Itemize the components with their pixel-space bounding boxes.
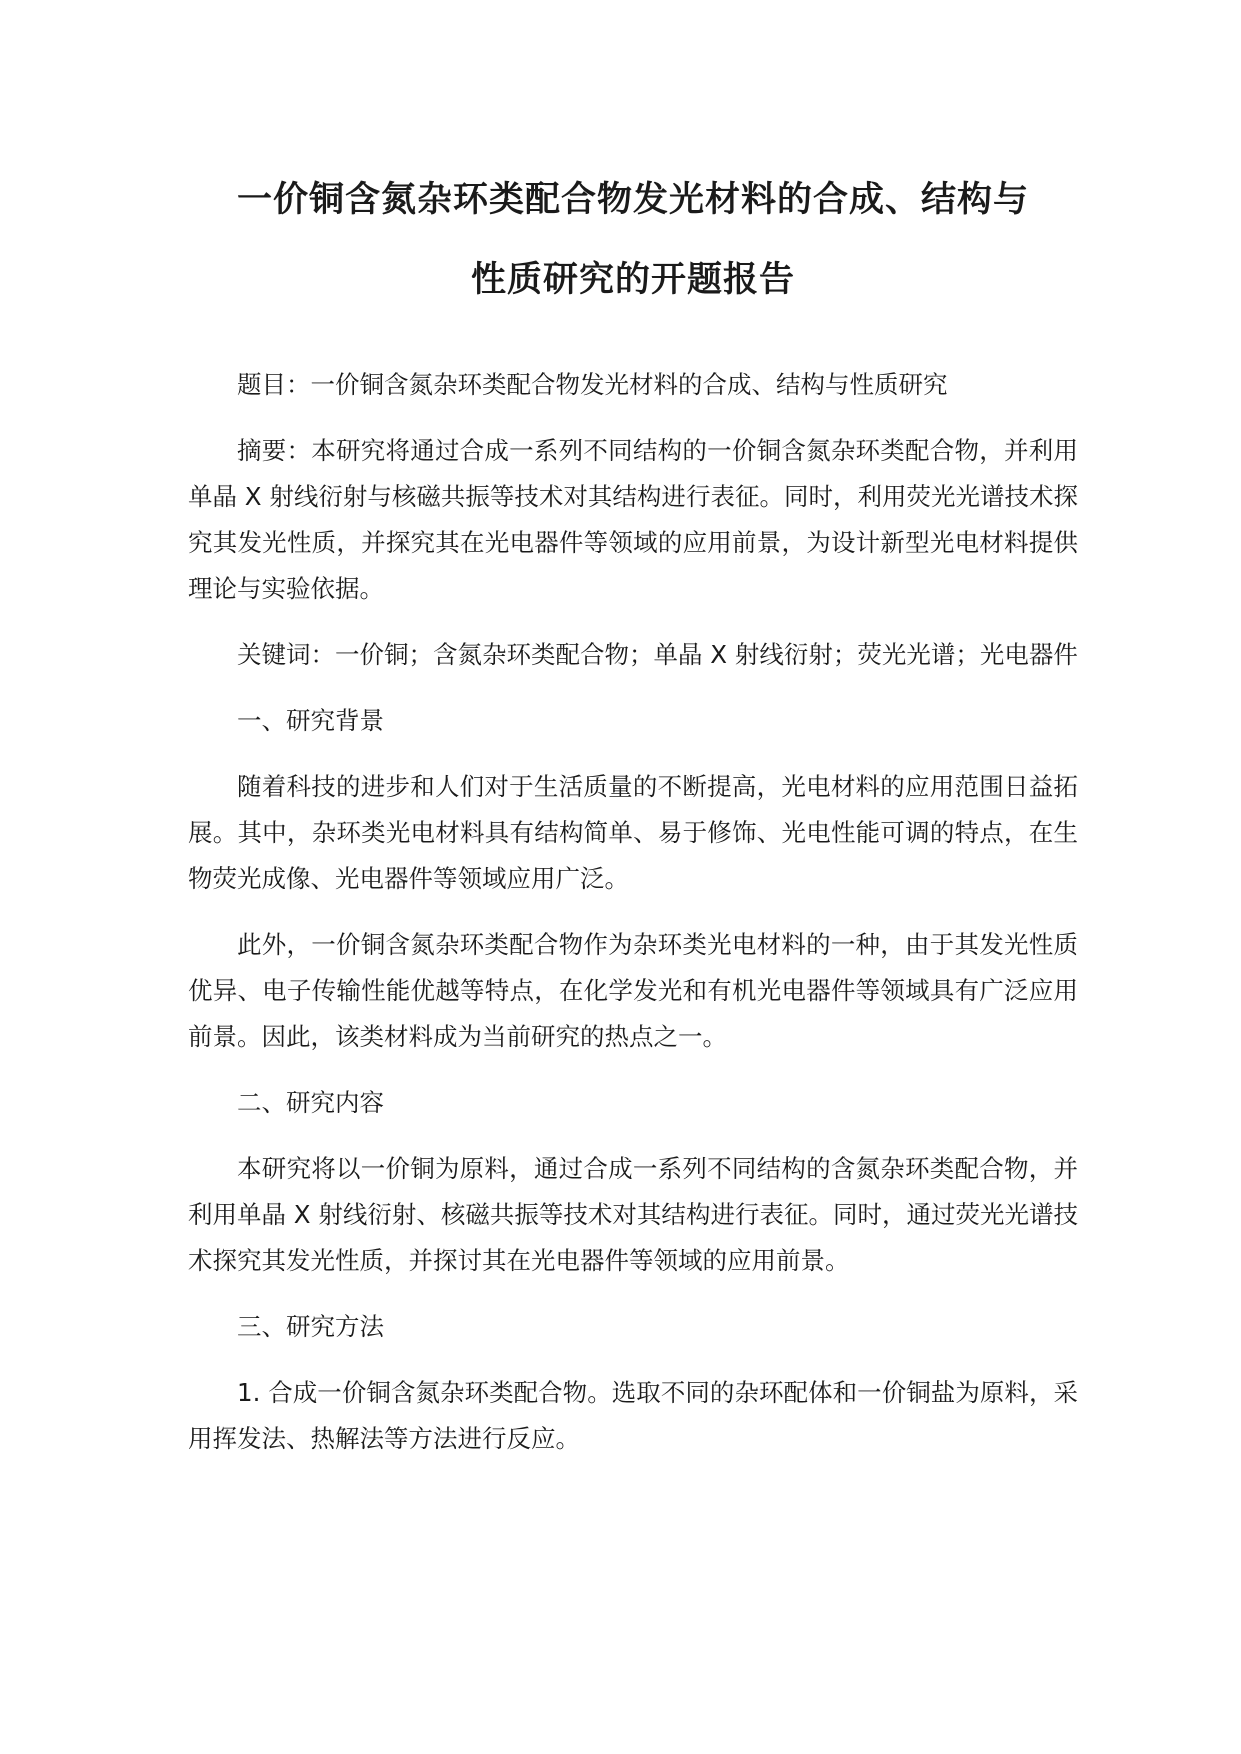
methods-item-1: 1. 合成一价铜含氮杂环类配合物。选取不同的杂环配体和一价铜盐为原料，采用挥发法、热解法等方法进行反应。 [188, 1378, 1078, 1453]
document-page [188, 160, 1078, 1482]
document-body [188, 362, 1078, 1462]
background-paragraph-2: 此外，一价铜含氮杂环类配合物作为杂环类光电材料的一种，由于其发光性质优异、电子传输性能优越等特点，在化学发光和有机光电器件等领域具有广泛应用前景。因此，该类材料成为当前研究的热点之一。 [188, 930, 1078, 1051]
section-heading-content: 二、研究内容 [237, 1088, 384, 1117]
background-paragraph-1: 随着科技的进步和人们对于生活质量的不断提高，光电材料的应用范围日益拓展。其中，杂环类光电材料具有结构简单、易于修饰、光电性能可调的特点，在生物荧光成像、光电器件等领域应用广泛。 [188, 772, 1078, 893]
document-title [188, 160, 1078, 320]
topic-paragraph: 题目：一价铜含氮杂环类配合物发光材料的合成、结构与性质研究 [237, 370, 948, 399]
abstract-paragraph: 摘要：本研究将通过合成一系列不同结构的一价铜含氮杂环类配合物，并利用单晶 X 射线衍射与核磁共振等技术对其结构进行表征。同时，利用荧光光谱技术探究其发光性质，并探究其在光电器件等领域的应用前景，为设计新型光电材料提供理论与实验依据。 [188, 436, 1078, 603]
keywords-paragraph: 关键词：一价铜；含氮杂环类配合物；单晶 X 射线衍射；荧光光谱；光电器件 [237, 640, 1078, 669]
title-line-1: 一价铜含氮杂环类配合物发光材料的合成、结构与 [236, 180, 1029, 220]
section-heading-methods: 三、研究方法 [237, 1312, 384, 1341]
section-heading-background: 一、研究背景 [237, 706, 384, 735]
content-paragraph-1: 本研究将以一价铜为原料，通过合成一系列不同结构的含氮杂环类配合物，并利用单晶 X 射线衍射、核磁共振等技术对其结构进行表征。同时，通过荧光光谱技术探究其发光性质，并探讨其在光电器件等领域的应用前景。 [188, 1154, 1078, 1275]
title-line-2: 性质研究的开题报告 [470, 260, 795, 300]
